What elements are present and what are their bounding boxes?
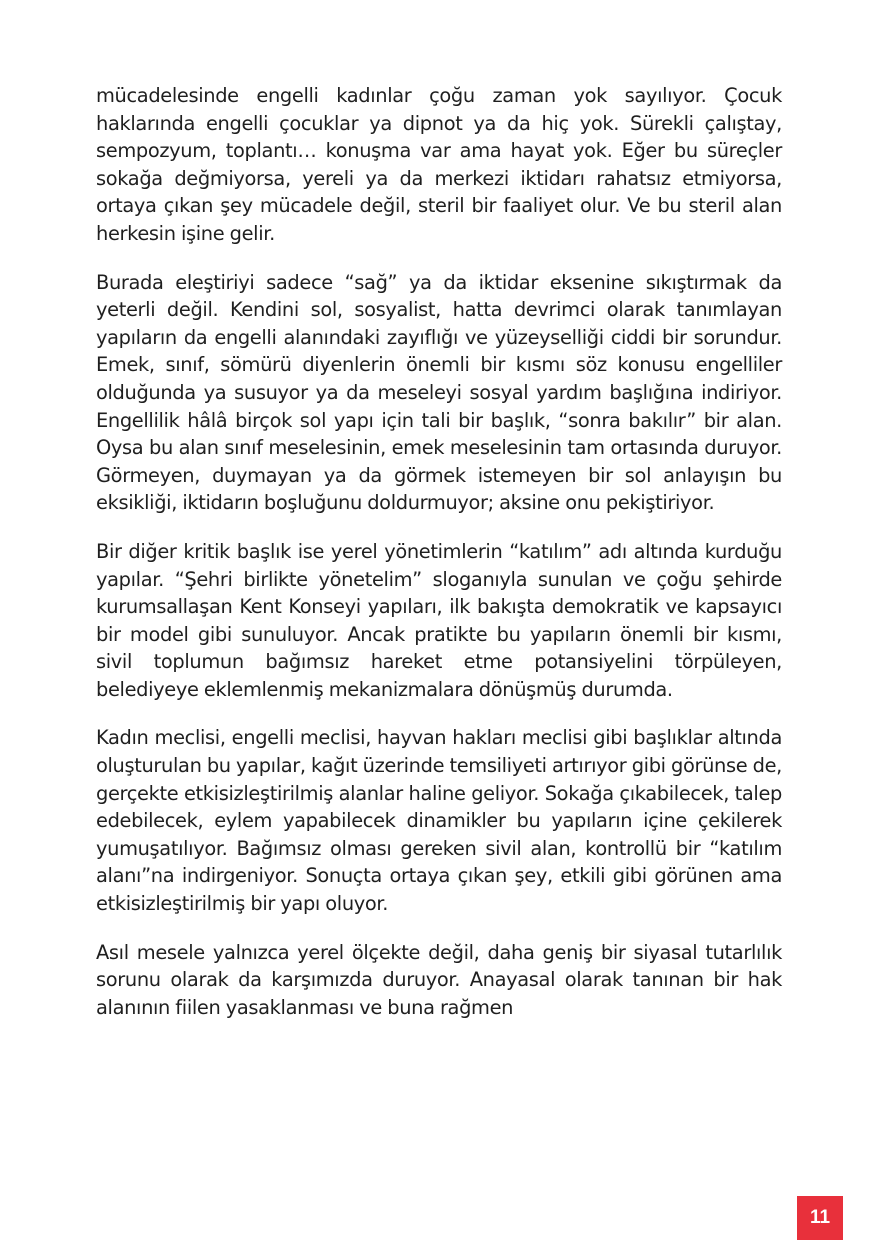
paragraph-2: Burada eleştiriyi sadece “sağ” ya da iktidar eksenine sıkıştırmak da yeterli değil. Kendini sol, sosyalist, hatta devrimci olarak tanımlayan yapıların da engelli alanındaki zayıflığı ve yüzeyselliği ciddi bir sorundur. Emek, sınıf, sömürü diyenlerin önemli bir kısmı söz konusu engelliler olduğunda ya susuyor ya da meseleyi sosyal yardım başlığına indiriyor. Engellilik hâlâ birçok sol yapı için tali bir başlık, “sonra bakılır” bir alan. Oysa bu alan sınıf meselesinin, emek meselesinin tam ortasında duruyor. Görmeyen, duymayan ya da görmek istemeyen bir sol anlayışın bu eksikliği, iktidarın boşluğunu doldurmuyor; aksine onu pekiştiriyor. [96,270,782,515]
paragraph-4: Kadın meclisi, engelli meclisi, hayvan hakları meclisi gibi başlıklar altında oluşturulan bu yapılar, kağıt üzerinde temsiliyeti artırıyor gibi görünse de, gerçekte etkisizleştirilmiş alanlar haline geliyor. Sokağa çıkabilecek, talep edebilecek, eylem yapabilecek dinamikler bu yapıların içine çekilerek yumuşatılıyor. Bağımsız olması gereken sivil alan, kontrollü bir “katılım alanı”na indirgeniyor. Sonuçta ortaya çıkan şey, etkili gibi görünen ama etkisizleştirilmiş bir yapı oluyor. [96,726,782,916]
paragraph-1: mücadelesinde engelli kadınlar çoğu zaman yok sayılıyor. Çocuk haklarında engelli çocuklar ya dipnot ya da hiç yok. Sürekli çalıştay, sempozyum, toplantı… konuşma var ama hayat yok. Eğer bu süreçler sokağa değmiyorsa, yereli ya da merkezi iktidarı rahatsız etmiyorsa, ortaya çıkan şey mücadele değil, steril bir faaliyet olur. Ve bu steril alan herkesin işine gelir. [96,84,782,245]
article-body [96,82,782,1042]
paragraph-5: Asıl mesele yalnızca yerel ölçekte değil, daha geniş bir siyasal tutarlılık sorunu olarak da karşımızda duruyor. Anayasal olarak tanınan bir hak alanının fiilen yasaklanması ve buna rağmen [96,940,782,1019]
paragraph-3: Bir diğer kritik başlık ise yerel yönetimlerin “katılım” adı altında kurduğu yapılar. “Şehri birlikte yönetelim” sloganıyla sunulan ve çoğu şehirde kurumsallaşan Kent Konseyi yapıları, ilk bakışta demokratik ve kapsayıcı bir model gibi sunuluyor. Ancak pratikte bu yapıların önemli bir kısmı, sivil toplumun bağımsız hareket etme potansiyelini törpüleyen, belediyeye eklemlenmiş mekanizmalara dönüşmüş durumda. [96,539,782,701]
page-number-badge [797,1196,843,1240]
page-number-label: 11 [809,1207,831,1228]
